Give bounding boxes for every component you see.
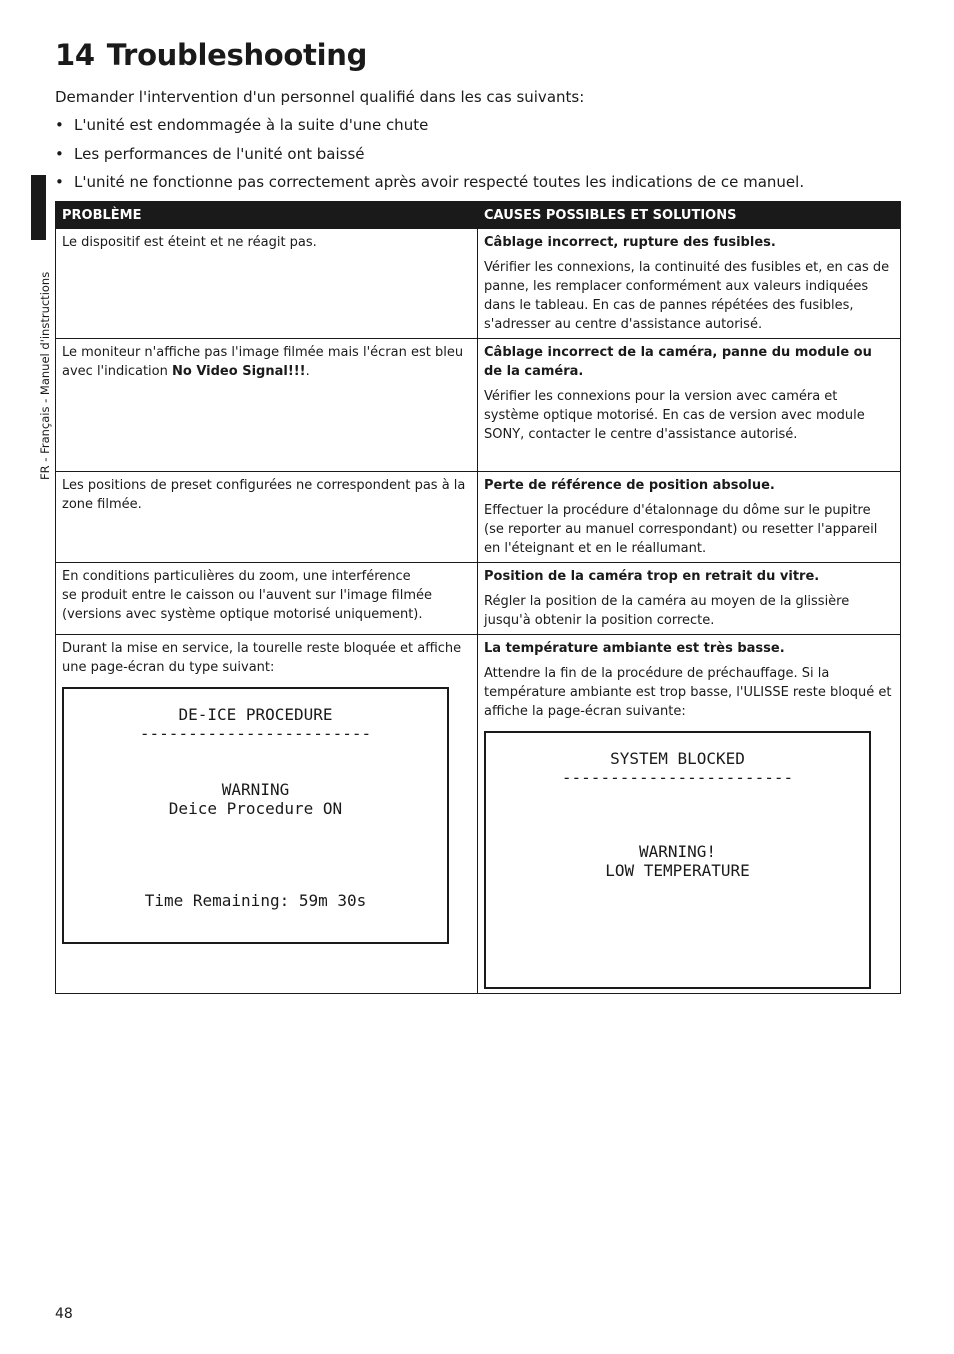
page-number: 48: [55, 1306, 73, 1322]
solution-text: Vérifier les connexions, la continuité des fusibles et, en cas de panne, les remplacer conformément aux valeurs indiquées dans le tableau. En cas de pannes répétées des fusibles, s'adresser au centre d'assistance autorisé.: [484, 260, 890, 332]
screen-message: Deice Procedure ON: [168, 799, 343, 818]
table-row: [56, 229, 901, 339]
list-item: [55, 145, 804, 174]
cause-cell: [478, 563, 901, 635]
header-problem: PROBLÈME: [56, 202, 478, 229]
cause-title: Câblage incorrect de la caméra, panne du module ou de la caméra.: [484, 345, 872, 379]
sidebar-label: FR - Français - Manuel d'instructions: [38, 271, 52, 480]
problem-cell: [56, 339, 478, 472]
cause-cell: [478, 229, 901, 339]
header-causes: CAUSES POSSIBLES ET SOLUTIONS: [478, 202, 901, 229]
solution-text: Régler la position de la caméra au moyen de la glissière jusqu'à obtenir la position correcte.: [484, 594, 850, 628]
no-video-signal-label: No Video Signal!!!: [172, 364, 306, 379]
cause-cell: [478, 339, 901, 472]
problem-cell: [56, 229, 478, 339]
screen-title: SYSTEM BLOCKED: [610, 749, 745, 768]
problem-cell: [56, 472, 478, 563]
table-header-row: [56, 202, 901, 229]
list-item: [55, 173, 804, 202]
table-row: [56, 563, 901, 635]
bullet-dot: •: [55, 116, 64, 134]
cause-cell: [478, 635, 901, 994]
page-title: [55, 38, 367, 72]
table-row: [56, 635, 901, 994]
bullet-text: L'unité ne fonctionne pas correctement après avoir respecté toutes les indications de ce manuel.: [74, 173, 805, 191]
bullet-list: [55, 116, 804, 202]
cause-title: Câblage incorrect, rupture des fusibles.: [484, 235, 776, 250]
section-tab-marker: [31, 175, 46, 240]
cause-title: Position de la caméra trop en retrait du vitre.: [484, 569, 820, 584]
screen-title: DE-ICE PROCEDURE: [178, 705, 333, 724]
problem-cell: [56, 635, 478, 994]
problem-text: Le moniteur n'affiche pas l'image filmée mais l'écran est bleu avec l'indication: [62, 345, 464, 379]
problem-text: Les positions de preset configurées ne correspondent pas à la zone filmée.: [62, 478, 466, 512]
screen-rule: ------------------------: [561, 768, 794, 787]
deice-screen-panel: [62, 687, 449, 944]
solution-text: Effectuer la procédure d'étalonnage du dôme sur le pupitre (se reporter au manuel correspondant) ou resetter l'appareil en l'éteignant et en le réallumant.: [484, 503, 878, 556]
table-row: [56, 339, 901, 472]
problem-text-end: .: [305, 364, 310, 379]
cause-cell: [478, 472, 901, 563]
screen-warning: WARNING: [221, 780, 290, 799]
screen-time-remaining: Time Remaining: 59m 30s: [144, 891, 367, 910]
list-item: [55, 116, 804, 145]
bullet-dot: •: [55, 173, 64, 191]
screen-warning: WARNING!: [638, 842, 717, 861]
problem-text-line1: En conditions particulières du zoom, une interférence: [62, 569, 411, 584]
cause-title: La température ambiante est très basse.: [484, 641, 785, 656]
problem-cell: [56, 563, 478, 635]
solution-text: Attendre la fin de la procédure de préchauffage. Si la température ambiante est trop basse, l'ULISSE reste bloqué et affiche la page-écran suivante:: [484, 666, 892, 719]
solution-text: Vérifier les connexions pour la version avec caméra et système optique motorisé. En cas de version avec module SONY, contacter le centre d'assistance autorisé.: [484, 389, 865, 442]
problem-text: Le dispositif est éteint et ne réagit pas.: [62, 235, 317, 250]
problem-text-line2: se produit entre le caisson ou l'auvent sur l'image filmée (versions avec système optique motorisé uniquement).: [62, 588, 432, 622]
section-title: Troubleshooting: [106, 38, 368, 72]
bullet-text: L'unité est endommagée à la suite d'une chute: [74, 116, 429, 134]
problem-text: Durant la mise en service, la tourelle reste bloquée et affiche une page-écran du type suivant:: [62, 641, 462, 675]
section-number: 14: [55, 38, 95, 72]
troubleshooting-table: [55, 201, 901, 994]
bullet-dot: •: [55, 144, 64, 163]
bullet-text: Les performances de l'unité ont baissé: [74, 144, 365, 163]
cause-title: Perte de référence de position absolue.: [484, 478, 775, 493]
intro-text: Demander l'intervention d'un personnel qualifié dans les cas suivants:: [55, 88, 585, 106]
table-row: [56, 472, 901, 563]
screen-rule: ------------------------: [139, 724, 372, 743]
screen-message: LOW TEMPERATURE: [605, 861, 750, 880]
system-blocked-screen-panel: [484, 731, 871, 989]
